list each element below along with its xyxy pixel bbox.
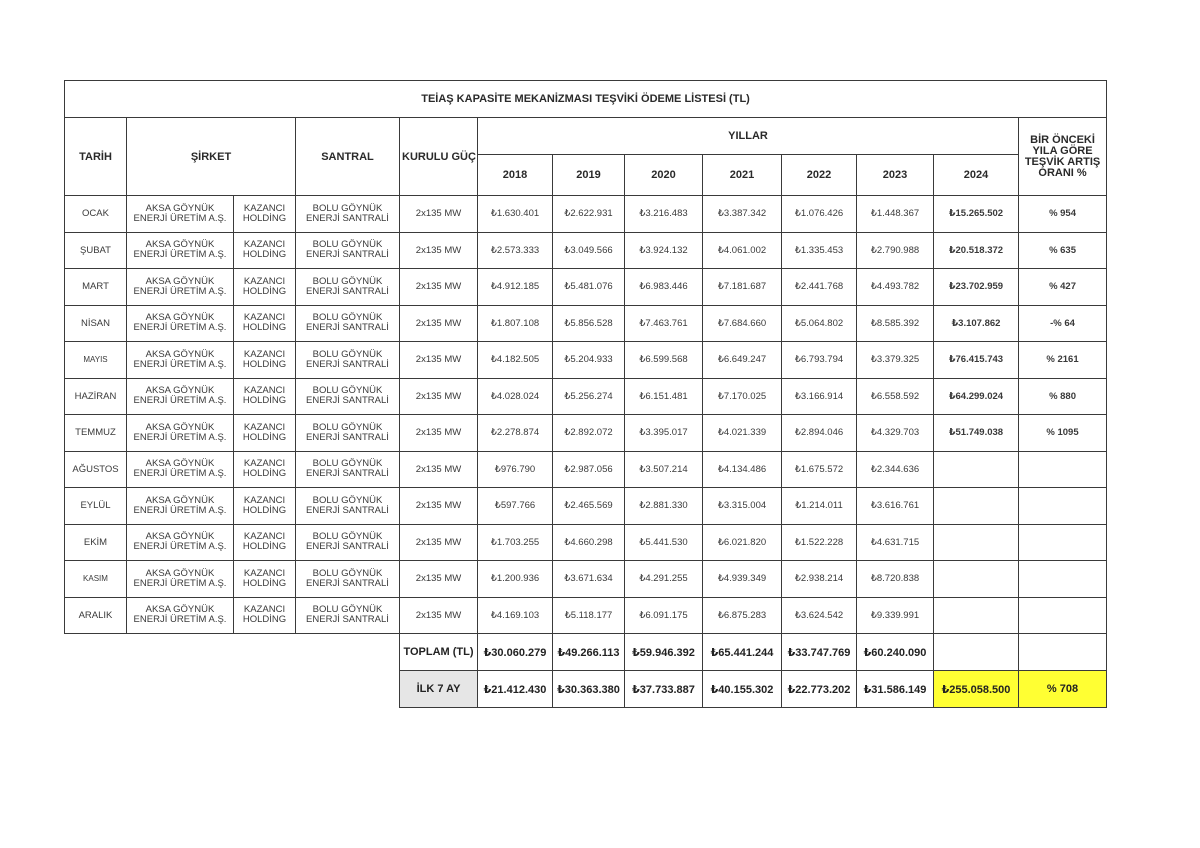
table-row	[65, 196, 1107, 233]
value-cell-2023: ₺2.344.636	[857, 451, 934, 488]
capacity-cell: 2x135 MW	[400, 378, 478, 415]
value-cell-2018: ₺4.912.185	[478, 269, 553, 306]
month-cell: OCAK	[65, 196, 127, 233]
header-artis-orani: BİR ÖNCEKİ YILA GÖRE TEŞVİK ARTIŞ ORANI %	[1019, 118, 1107, 196]
table-row	[65, 597, 1107, 634]
value-cell-2023: ₺6.558.592	[857, 378, 934, 415]
month-cell: KASIM	[65, 561, 127, 598]
holding-cell: KAZANCI HOLDİNG	[234, 232, 296, 269]
month-cell: HAZİRAN	[65, 378, 127, 415]
capacity-cell: 2x135 MW	[400, 305, 478, 342]
plant-cell: BOLU GÖYNÜK ENERJİ SANTRALİ	[296, 196, 400, 233]
value-cell-2018: ₺1.703.255	[478, 524, 553, 561]
rate-cell	[1019, 597, 1107, 634]
month-cell: EYLÜL	[65, 488, 127, 525]
table-row	[65, 488, 1107, 525]
value-cell-2020: ₺6.599.568	[625, 342, 703, 379]
value-cell-2021: ₺7.684.660	[703, 305, 782, 342]
value-cell-2021: ₺4.939.349	[703, 561, 782, 598]
first7-spacer	[65, 671, 400, 708]
value-cell-2022: ₺3.166.914	[782, 378, 857, 415]
first7-value-2019: ₺30.363.380	[553, 671, 625, 708]
value-cell-2019: ₺4.660.298	[553, 524, 625, 561]
total-row	[65, 634, 1107, 671]
plant-cell: BOLU GÖYNÜK ENERJİ SANTRALİ	[296, 378, 400, 415]
company-cell: AKSA GÖYNÜK ENERJİ ÜRETİM A.Ş.	[127, 342, 234, 379]
value-cell-2018: ₺4.028.024	[478, 378, 553, 415]
table-row	[65, 232, 1107, 269]
month-cell: NİSAN	[65, 305, 127, 342]
rate-cell: % 2161	[1019, 342, 1107, 379]
totals-value-2019: ₺49.266.113	[553, 634, 625, 671]
value-cell-2020: ₺3.395.017	[625, 415, 703, 452]
value-cell-2019: ₺5.118.177	[553, 597, 625, 634]
company-cell: AKSA GÖYNÜK ENERJİ ÜRETİM A.Ş.	[127, 196, 234, 233]
value-cell-2020: ₺2.881.330	[625, 488, 703, 525]
value-cell-2018: ₺1.630.401	[478, 196, 553, 233]
value-cell-2021: ₺3.387.342	[703, 196, 782, 233]
totals-value-2020: ₺59.946.392	[625, 634, 703, 671]
value-cell-2019: ₺2.622.931	[553, 196, 625, 233]
value-cell-2023: ₺8.585.392	[857, 305, 934, 342]
value-cell-2023: ₺3.379.325	[857, 342, 934, 379]
value-cell-2024	[934, 488, 1019, 525]
value-cell-2023: ₺1.448.367	[857, 196, 934, 233]
value-cell-2020: ₺5.441.530	[625, 524, 703, 561]
value-cell-2020: ₺4.291.255	[625, 561, 703, 598]
company-cell: AKSA GÖYNÜK ENERJİ ÜRETİM A.Ş.	[127, 561, 234, 598]
table-row	[65, 378, 1107, 415]
value-cell-2024: ₺76.415.743	[934, 342, 1019, 379]
holding-cell: KAZANCI HOLDİNG	[234, 342, 296, 379]
capacity-cell: 2x135 MW	[400, 597, 478, 634]
value-cell-2021: ₺4.021.339	[703, 415, 782, 452]
table-row	[65, 561, 1107, 598]
value-cell-2018: ₺2.573.333	[478, 232, 553, 269]
company-cell: AKSA GÖYNÜK ENERJİ ÜRETİM A.Ş.	[127, 524, 234, 561]
capacity-cell: 2x135 MW	[400, 488, 478, 525]
value-cell-2019: ₺3.671.634	[553, 561, 625, 598]
header-kurulu-guc: KURULU GÜÇ	[400, 118, 478, 196]
value-cell-2020: ₺3.216.483	[625, 196, 703, 233]
capacity-cell: 2x135 MW	[400, 451, 478, 488]
holding-cell: KAZANCI HOLDİNG	[234, 597, 296, 634]
rate-cell: % 954	[1019, 196, 1107, 233]
holding-cell: KAZANCI HOLDİNG	[234, 561, 296, 598]
month-cell: ARALIK	[65, 597, 127, 634]
capacity-cell: 2x135 MW	[400, 415, 478, 452]
value-cell-2022: ₺2.441.768	[782, 269, 857, 306]
value-cell-2019: ₺2.465.569	[553, 488, 625, 525]
table-title: TEİAŞ KAPASİTE MEKANİZMASI TEŞVİKİ ÖDEME LİSTESİ (TL)	[65, 81, 1107, 118]
year-header-2020: 2020	[625, 155, 703, 196]
monthly-rows	[65, 196, 1107, 634]
plant-cell: BOLU GÖYNÜK ENERJİ SANTRALİ	[296, 415, 400, 452]
year-header-2021: 2021	[703, 155, 782, 196]
value-cell-2018: ₺4.182.505	[478, 342, 553, 379]
value-cell-2024: ₺3.107.862	[934, 305, 1019, 342]
value-cell-2021: ₺4.061.002	[703, 232, 782, 269]
first7-value-2024: ₺255.058.500	[934, 671, 1019, 708]
plant-cell: BOLU GÖYNÜK ENERJİ SANTRALİ	[296, 524, 400, 561]
capacity-cell: 2x135 MW	[400, 524, 478, 561]
plant-cell: BOLU GÖYNÜK ENERJİ SANTRALİ	[296, 232, 400, 269]
value-cell-2022: ₺1.076.426	[782, 196, 857, 233]
year-header-2023: 2023	[857, 155, 934, 196]
holding-cell: KAZANCI HOLDİNG	[234, 378, 296, 415]
value-cell-2024: ₺20.518.372	[934, 232, 1019, 269]
totals-value-2021: ₺65.441.244	[703, 634, 782, 671]
totals-rate	[1019, 634, 1107, 671]
value-cell-2020: ₺6.091.175	[625, 597, 703, 634]
holding-cell: KAZANCI HOLDİNG	[234, 196, 296, 233]
company-cell: AKSA GÖYNÜK ENERJİ ÜRETİM A.Ş.	[127, 451, 234, 488]
value-cell-2019: ₺5.481.076	[553, 269, 625, 306]
holding-cell: KAZANCI HOLDİNG	[234, 269, 296, 306]
month-cell: AĞUSTOS	[65, 451, 127, 488]
value-cell-2021: ₺6.649.247	[703, 342, 782, 379]
company-cell: AKSA GÖYNÜK ENERJİ ÜRETİM A.Ş.	[127, 305, 234, 342]
value-cell-2021: ₺7.170.025	[703, 378, 782, 415]
rate-cell: -% 64	[1019, 305, 1107, 342]
table-row	[65, 524, 1107, 561]
rate-cell	[1019, 561, 1107, 598]
value-cell-2024	[934, 597, 1019, 634]
rate-cell: % 427	[1019, 269, 1107, 306]
value-cell-2022: ₺1.335.453	[782, 232, 857, 269]
value-cell-2022: ₺2.938.214	[782, 561, 857, 598]
rate-cell	[1019, 451, 1107, 488]
value-cell-2019: ₺2.987.056	[553, 451, 625, 488]
value-cell-2023: ₺4.493.782	[857, 269, 934, 306]
value-cell-2022: ₺1.522.228	[782, 524, 857, 561]
holding-cell: KAZANCI HOLDİNG	[234, 524, 296, 561]
first7-value-2018: ₺21.412.430	[478, 671, 553, 708]
value-cell-2019: ₺5.856.528	[553, 305, 625, 342]
value-cell-2018: ₺597.766	[478, 488, 553, 525]
value-cell-2023: ₺4.631.715	[857, 524, 934, 561]
value-cell-2023: ₺9.339.991	[857, 597, 934, 634]
value-cell-2018: ₺1.807.108	[478, 305, 553, 342]
month-cell: ŞUBAT	[65, 232, 127, 269]
holding-cell: KAZANCI HOLDİNG	[234, 415, 296, 452]
totals-value-2018: ₺30.060.279	[478, 634, 553, 671]
value-cell-2019: ₺5.256.274	[553, 378, 625, 415]
value-cell-2019: ₺5.204.933	[553, 342, 625, 379]
header-tarih: TARİH	[65, 118, 127, 196]
value-cell-2023: ₺2.790.988	[857, 232, 934, 269]
value-cell-2021: ₺3.315.004	[703, 488, 782, 525]
holding-cell: KAZANCI HOLDİNG	[234, 488, 296, 525]
value-cell-2022: ₺5.064.802	[782, 305, 857, 342]
value-cell-2018: ₺1.200.936	[478, 561, 553, 598]
capacity-cell: 2x135 MW	[400, 269, 478, 306]
table-row	[65, 269, 1107, 306]
holding-cell: KAZANCI HOLDİNG	[234, 451, 296, 488]
company-cell: AKSA GÖYNÜK ENERJİ ÜRETİM A.Ş.	[127, 232, 234, 269]
totals-value-2024	[934, 634, 1019, 671]
header-sirket: ŞİRKET	[127, 118, 296, 196]
company-cell: AKSA GÖYNÜK ENERJİ ÜRETİM A.Ş.	[127, 269, 234, 306]
header-santral: SANTRAL	[296, 118, 400, 196]
incentive-payment-table	[64, 80, 1107, 708]
capacity-cell: 2x135 MW	[400, 232, 478, 269]
first7-value-2020: ₺37.733.887	[625, 671, 703, 708]
company-cell: AKSA GÖYNÜK ENERJİ ÜRETİM A.Ş.	[127, 488, 234, 525]
value-cell-2024	[934, 561, 1019, 598]
value-cell-2021: ₺4.134.486	[703, 451, 782, 488]
value-cell-2022: ₺3.624.542	[782, 597, 857, 634]
first7-value-2022: ₺22.773.202	[782, 671, 857, 708]
value-cell-2022: ₺2.894.046	[782, 415, 857, 452]
value-cell-2021: ₺6.021.820	[703, 524, 782, 561]
company-cell: AKSA GÖYNÜK ENERJİ ÜRETİM A.Ş.	[127, 378, 234, 415]
value-cell-2022: ₺6.793.794	[782, 342, 857, 379]
plant-cell: BOLU GÖYNÜK ENERJİ SANTRALİ	[296, 488, 400, 525]
rate-cell	[1019, 488, 1107, 525]
first7-value-2023: ₺31.586.149	[857, 671, 934, 708]
month-cell: EKİM	[65, 524, 127, 561]
plant-cell: BOLU GÖYNÜK ENERJİ SANTRALİ	[296, 561, 400, 598]
capacity-cell: 2x135 MW	[400, 196, 478, 233]
company-cell: AKSA GÖYNÜK ENERJİ ÜRETİM A.Ş.	[127, 415, 234, 452]
first7-value-2021: ₺40.155.302	[703, 671, 782, 708]
total-spacer	[65, 634, 400, 671]
value-cell-2024	[934, 451, 1019, 488]
plant-cell: BOLU GÖYNÜK ENERJİ SANTRALİ	[296, 451, 400, 488]
table-row	[65, 451, 1107, 488]
value-cell-2020: ₺6.151.481	[625, 378, 703, 415]
value-cell-2020: ₺6.983.446	[625, 269, 703, 306]
plant-cell: BOLU GÖYNÜK ENERJİ SANTRALİ	[296, 342, 400, 379]
table-row	[65, 342, 1107, 379]
rate-cell: % 635	[1019, 232, 1107, 269]
rate-cell: % 1095	[1019, 415, 1107, 452]
plant-cell: BOLU GÖYNÜK ENERJİ SANTRALİ	[296, 269, 400, 306]
table-row	[65, 415, 1107, 452]
value-cell-2024	[934, 524, 1019, 561]
header-yillar: YILLAR	[478, 118, 1019, 155]
first7-rate: % 708	[1019, 671, 1107, 708]
value-cell-2018: ₺2.278.874	[478, 415, 553, 452]
value-cell-2020: ₺3.924.132	[625, 232, 703, 269]
value-cell-2024: ₺23.702.959	[934, 269, 1019, 306]
year-header-2022: 2022	[782, 155, 857, 196]
value-cell-2018: ₺976.790	[478, 451, 553, 488]
holding-cell: KAZANCI HOLDİNG	[234, 305, 296, 342]
year-header-2018: 2018	[478, 155, 553, 196]
plant-cell: BOLU GÖYNÜK ENERJİ SANTRALİ	[296, 305, 400, 342]
capacity-cell: 2x135 MW	[400, 342, 478, 379]
value-cell-2021: ₺7.181.687	[703, 269, 782, 306]
value-cell-2024: ₺15.265.502	[934, 196, 1019, 233]
value-cell-2022: ₺1.214.011	[782, 488, 857, 525]
totals-value-2022: ₺33.747.769	[782, 634, 857, 671]
value-cell-2022: ₺1.675.572	[782, 451, 857, 488]
value-cell-2021: ₺6.875.283	[703, 597, 782, 634]
month-cell: MAYIS	[65, 342, 127, 379]
value-cell-2024: ₺64.299.024	[934, 378, 1019, 415]
value-cell-2019: ₺3.049.566	[553, 232, 625, 269]
plant-cell: BOLU GÖYNÜK ENERJİ SANTRALİ	[296, 597, 400, 634]
value-cell-2018: ₺4.169.103	[478, 597, 553, 634]
table-row	[65, 305, 1107, 342]
company-cell: AKSA GÖYNÜK ENERJİ ÜRETİM A.Ş.	[127, 597, 234, 634]
year-header-2019: 2019	[553, 155, 625, 196]
total-label: TOPLAM (TL)	[400, 634, 478, 671]
value-cell-2020: ₺7.463.761	[625, 305, 703, 342]
value-cell-2020: ₺3.507.214	[625, 451, 703, 488]
value-cell-2019: ₺2.892.072	[553, 415, 625, 452]
month-cell: TEMMUZ	[65, 415, 127, 452]
first-7-months-row	[65, 671, 1107, 708]
value-cell-2024: ₺51.749.038	[934, 415, 1019, 452]
year-header-2024: 2024	[934, 155, 1019, 196]
value-cell-2023: ₺8.720.838	[857, 561, 934, 598]
value-cell-2023: ₺4.329.703	[857, 415, 934, 452]
first7-label: İLK 7 AY	[400, 671, 478, 708]
value-cell-2023: ₺3.616.761	[857, 488, 934, 525]
capacity-cell: 2x135 MW	[400, 561, 478, 598]
month-cell: MART	[65, 269, 127, 306]
rate-cell	[1019, 524, 1107, 561]
rate-cell: % 880	[1019, 378, 1107, 415]
totals-value-2023: ₺60.240.090	[857, 634, 934, 671]
